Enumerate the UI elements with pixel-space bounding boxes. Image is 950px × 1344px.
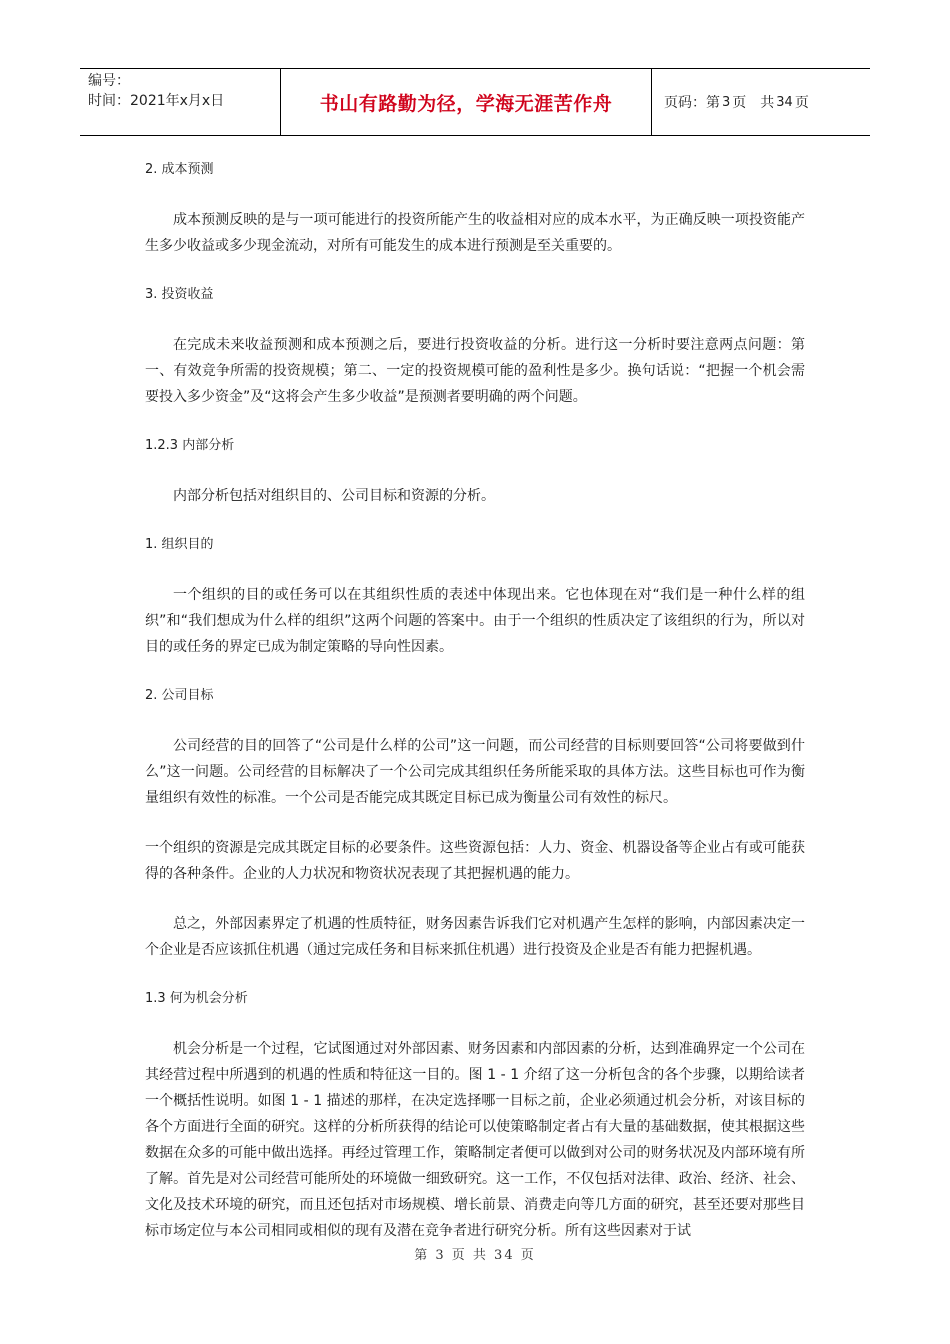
total-suffix: 页: [794, 95, 809, 111]
document-number-label: 编号：: [88, 73, 130, 89]
header-motto: 书山有路勤为径，学海无涯苦作舟: [280, 69, 652, 135]
total-prefix: 共: [760, 95, 775, 111]
section-heading: 1.2.3 内部分析: [145, 438, 235, 453]
section-heading: 1.3 何为机会分析: [145, 991, 248, 1006]
header-meta: [80, 69, 280, 135]
paragraph: 机会分析是一个过程，它试图通过对外部因素、财务因素和内部因素的分析，达到准确界定一个公司在其经营过程中所遇到的机遇的性质和特征这一目的。图 1 - 1 介绍了这一分析包含的各个步骤，以期给读者一个概括性说明。如图 1 - 1 描述的那样，在决定选择哪一目标之前，企业必须通过机会分析，对该目标的各个方面进行全面的研究。这样的分析所获得的结论可以使策略制定者占有大量的基础数据，使其根据这些数据在众多的可能中做出选择。再经过管理工作，策略制定者便可以做到对公司的财务状况及内部环境有所了解。首先是对公司经营可能所处的环境做一细致研究。这一工作，不仅包括对法律、政治、经济、社会、文化及技术环境的研究，而且还包括对市场规模、增长前景、消费走向等几方面的研究，甚至还要对那些目标市场定位与本公司相同或相似的现有及潜在竞争者进行研究分析。所有这些因素对于试: [145, 1041, 805, 1239]
header-page-info: [652, 69, 870, 135]
section-heading: 2. 公司目标: [145, 688, 214, 703]
page-total: 34: [776, 94, 793, 110]
paragraph: 公司经营的目的回答了“公司是什么样的公司”这一问题，而公司经营的目标则要回答“公司将要做到什么”这一问题。公司经营的目标解决了一个公司完成其组织任务所能采取的具体方法。这些目标也可作为衡量组织有效性的标准。一个公司是否能完成其既定目标已成为衡量公司有效性的标尺。: [145, 738, 805, 806]
section-heading: 3. 投资收益: [145, 287, 214, 302]
document-body: [145, 158, 805, 1268]
paragraph: 一个组织的资源是完成其既定目标的必要条件。这些资源包括：人力、资金、机器设备等企业占有或可能获得的各种条件。企业的人力状况和物资状况表现了其把握机遇的能力。: [145, 840, 805, 882]
document-date: 时间：2021年x月x日: [88, 93, 225, 109]
paragraph: 成本预测反映的是与一项可能进行的投资所能产生的收益相对应的成本水平，为正确反映一项投资能产生多少收益或多少现金流动，对所有可能发生的成本进行预测是至关重要的。: [145, 212, 805, 254]
paragraph: 一个组织的目的或任务可以在其组织性质的表述中体现出来。它也体现在对“我们是一种什么样的组织”和“我们想成为什么样的组织”这两个问题的答案中。由于一个组织的性质决定了该组织的行为，所以对目的或任务的界定已成为制定策略的导向性因素。: [145, 587, 805, 655]
page-prefix: 页码：第: [664, 95, 720, 111]
section-heading: 1. 组织目的: [145, 537, 214, 552]
page-header: [80, 68, 870, 136]
page-current: 3: [722, 94, 731, 110]
page-suffix: 页: [732, 95, 747, 111]
section-heading: 2. 成本预测: [145, 162, 214, 177]
paragraph: 在完成未来收益预测和成本预测之后，要进行投资收益的分析。进行这一分析时要注意两点问题：第一、有效竞争所需的投资规模；第二、一定的投资规模可能的盈利性是多少。换句话说：“把握一个机会需要投入多少资金”及“这将会产生多少收益”是预测者要明确的两个问题。: [145, 337, 805, 405]
page-footer: 第 3 页 共 34 页: [414, 1248, 536, 1263]
paragraph: 内部分析包括对组织目的、公司目标和资源的分析。: [173, 488, 495, 504]
paragraph: 总之，外部因素界定了机遇的性质特征，财务因素告诉我们它对机遇产生怎样的影响，内部因素决定一个企业是否应该抓住机遇（通过完成任务和目标来抓住机遇）进行投资及企业是否有能力把握机遇。: [145, 916, 805, 958]
